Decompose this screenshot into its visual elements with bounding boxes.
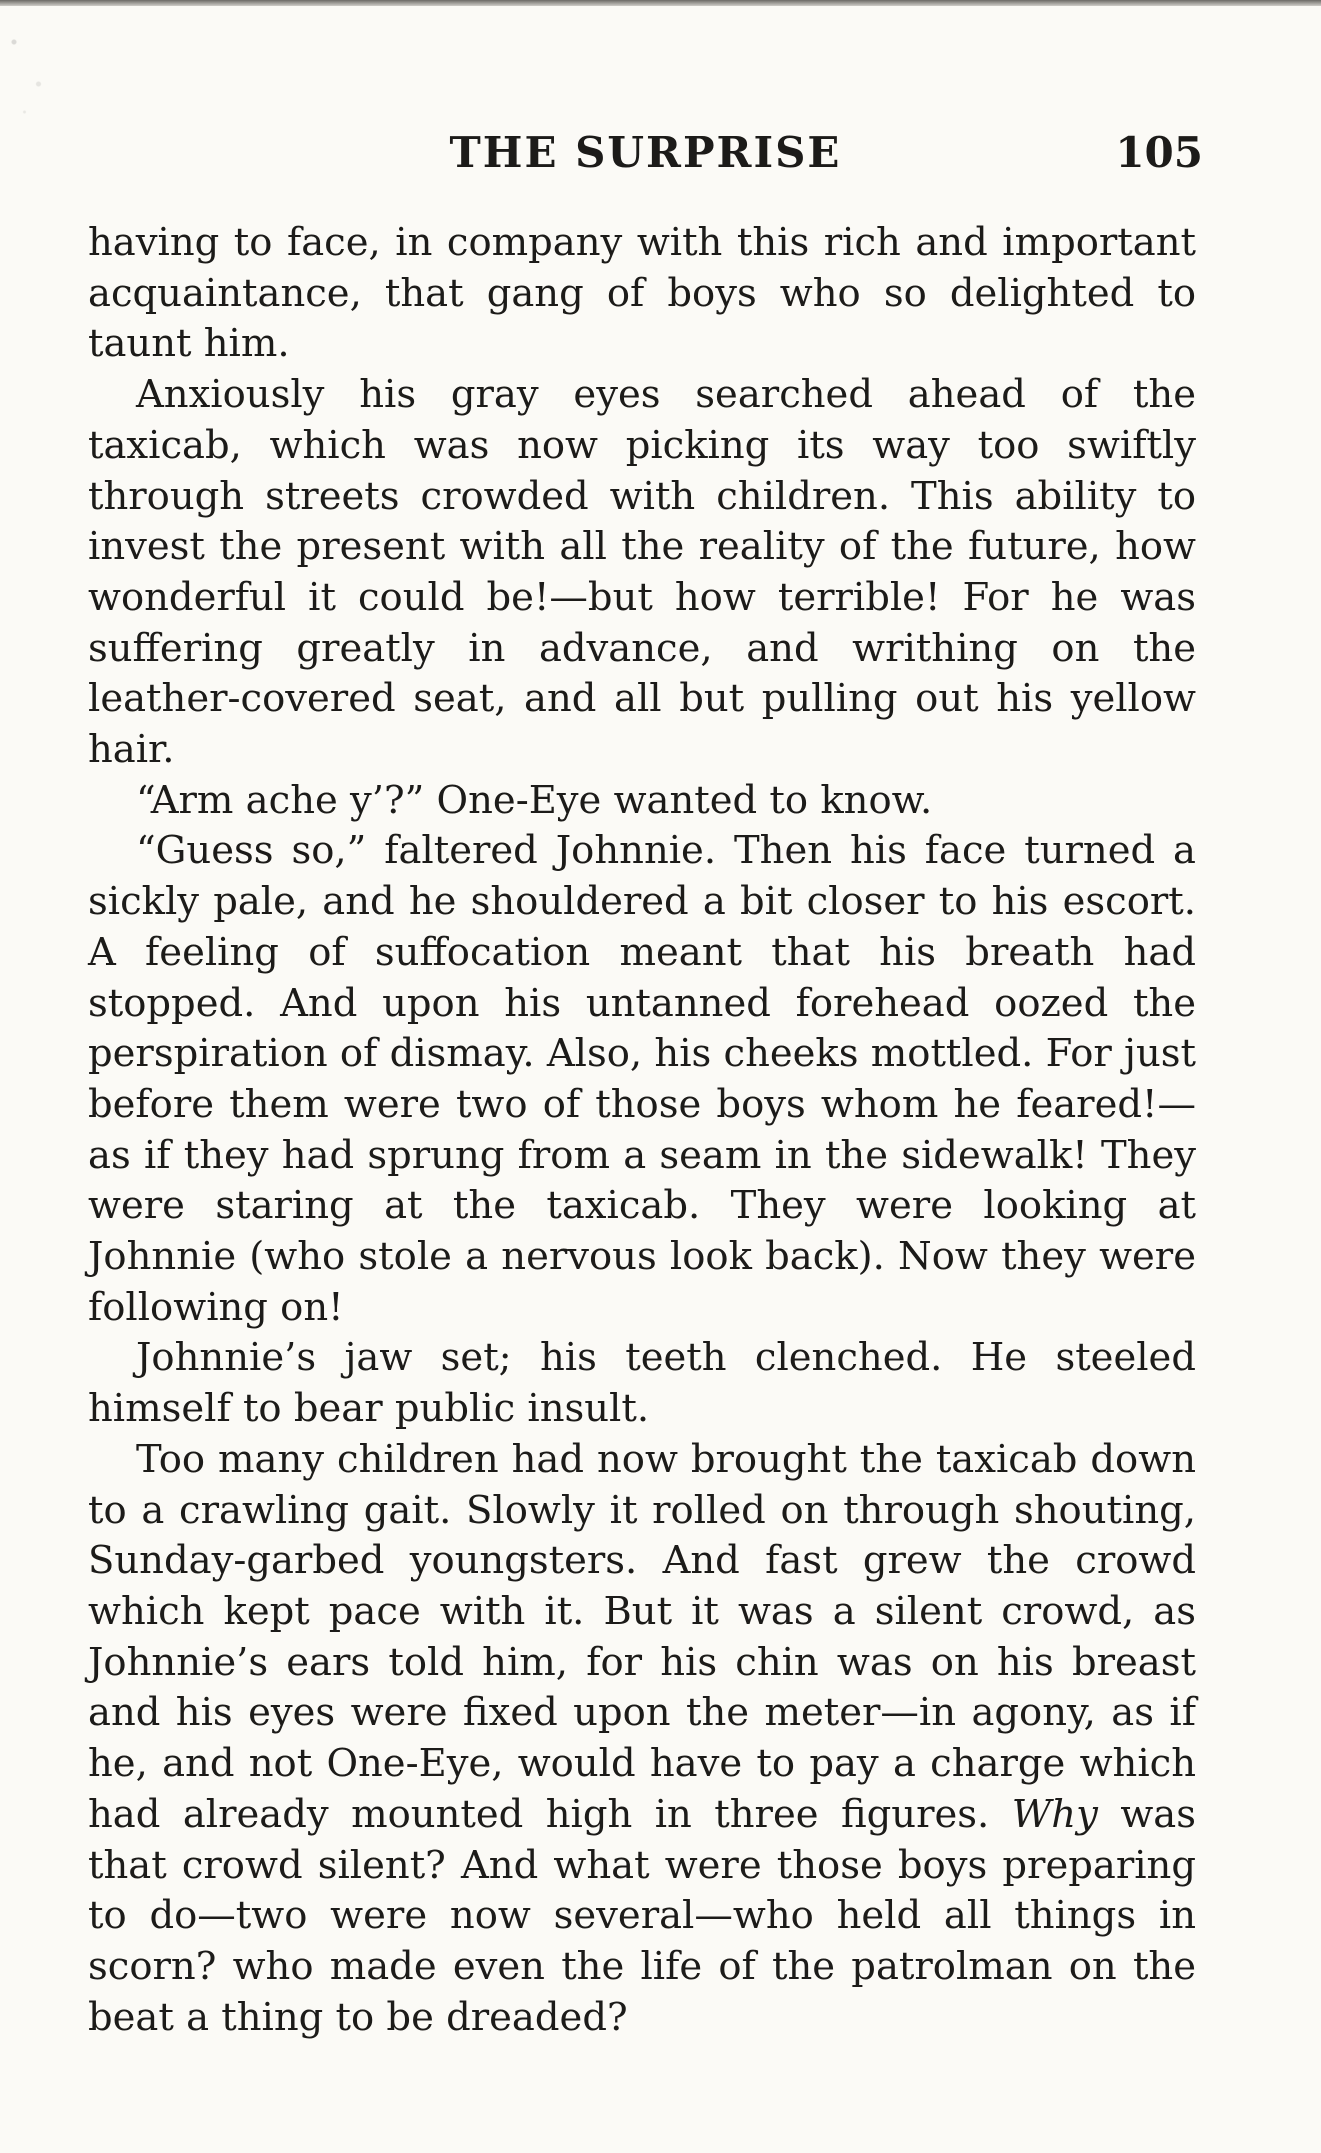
- paper-speckle: [0, 0, 70, 140]
- paragraph-text: Too many children had now brought the taxicab down to a crawling gait. Slowly it rolled on through shouting, Sunday-garbed youngsters. And fast grew the crowd which kept pace with it. But it was a silent crowd, as Johnnie’s ears told him, for his chin was on his breast and his eyes were fixed upon the meter—in agony, as if he, and not One-Eye, would have to pay a charge which had already mounted high in three figures.: [88, 1436, 1196, 1837]
- paragraph: [88, 1435, 1196, 2043]
- paragraph-text: was that crowd silent? And what were those boys preparing to do—two were now several—who held all things in scorn? who made even the life of the patrolman on the beat a thing to be dreaded?: [88, 1791, 1196, 2040]
- paragraph-continuation: having to face, in company with this rich and important acquaintance, that gang of boys who so delighted to taunt him.: [88, 220, 1196, 367]
- paragraph: Johnnie’s jaw set; his teeth clenched. He steeled himself to bear public insult.: [88, 1335, 1196, 1432]
- chapter-title: THE SURPRISE: [449, 128, 842, 177]
- running-head: [88, 128, 1203, 180]
- page-top-edge: [0, 0, 1321, 6]
- paragraph: “Guess so,” faltered Johnnie. Then his face turned a sickly pale, and he shouldered a bit closer to his escort. A feeling of suffocation meant that his breath had stopped. And upon his untanned forehead oozed the perspiration of dismay. Also, his cheeks mottled. For just before them were two of those boys whom he feared!—as if they had sprung from a seam in the sidewalk! They were staring at the taxicab. They were looking at Johnnie (who stole a nervous look back). Now they were following on!: [88, 828, 1196, 1330]
- page-number: 105: [1115, 128, 1203, 177]
- emphasis-text: Why: [1011, 1791, 1098, 1837]
- body-text: [88, 218, 1196, 2043]
- paragraph: Anxiously his gray eyes searched ahead of the taxicab, which was now picking its way too swiftly through streets crowded with children. This ability to invest the present with all the reality of the future, how wonderful it could be!—but how terrible! For he was suffering greatly in advance, and writhing on the leather-covered seat, and all but pulling out his yellow hair.: [88, 372, 1196, 773]
- paragraph: “Arm ache y’?” One-Eye wanted to know.: [136, 777, 933, 823]
